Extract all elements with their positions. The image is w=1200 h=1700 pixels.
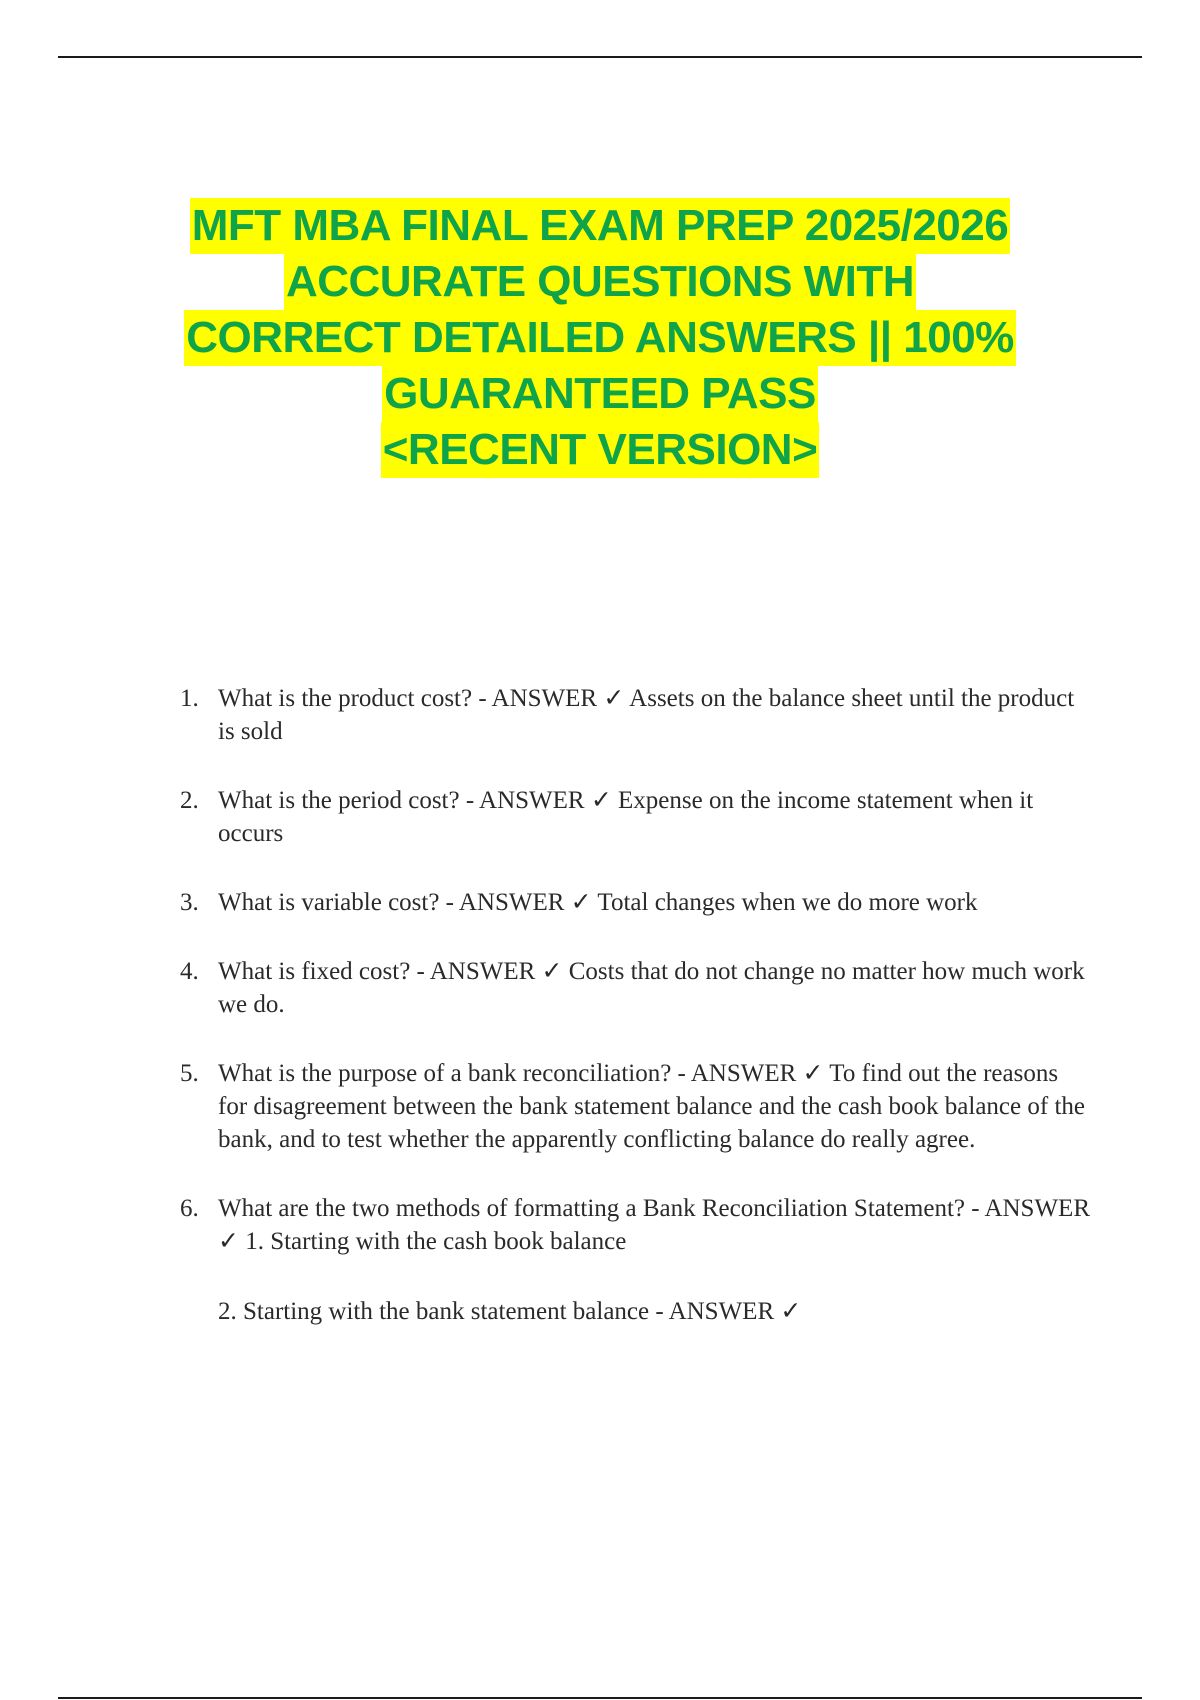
question-text: What is the purpose of a bank reconciliation? - ANSWER ✓ To find out the reasons for disagreement between the bank statement balance and the cash book balance of the bank, and to test whether the apparently conflicting balance do really agree.	[218, 1060, 1085, 1153]
list-item	[180, 682, 1090, 748]
title-line-4: GUARANTEED PASS	[382, 366, 818, 422]
question-number: 1.	[180, 685, 199, 712]
question-number: 4.	[180, 958, 199, 985]
question-number: 3.	[180, 889, 199, 916]
bottom-rule	[58, 1697, 1142, 1699]
question-number: 5.	[180, 1060, 199, 1087]
question-text: What is the product cost? - ANSWER ✓ Assets on the balance sheet until the product is sold	[218, 685, 1075, 745]
question-text: What is the period cost? - ANSWER ✓ Expense on the income statement when it occurs	[218, 787, 1034, 847]
list-item	[180, 955, 1090, 1021]
question-number: 2.	[180, 787, 199, 814]
list-item	[180, 1192, 1090, 1328]
question-text: What are the two methods of formatting a Bank Reconciliation Statement? - ANSWER ✓ 1. Starting with the cash book balance	[218, 1195, 1090, 1255]
answer-continuation: 2. Starting with the bank statement balance - ANSWER ✓	[218, 1298, 802, 1325]
title-line-2: ACCURATE QUESTIONS WITH	[284, 254, 916, 310]
list-item	[180, 886, 1090, 919]
list-item	[180, 784, 1090, 850]
question-number: 6.	[180, 1195, 199, 1222]
question-text: What is variable cost? - ANSWER ✓ Total changes when we do more work	[218, 889, 978, 916]
question-list	[180, 682, 1090, 1364]
question-text: What is fixed cost? - ANSWER ✓ Costs that do not change no matter how much work we do.	[218, 958, 1085, 1018]
document-title	[0, 198, 1200, 478]
top-rule	[58, 56, 1142, 58]
title-line-1: MFT MBA FINAL EXAM PREP 2025/2026	[190, 198, 1010, 254]
title-line-3: CORRECT DETAILED ANSWERS || 100%	[184, 310, 1016, 366]
list-item	[180, 1057, 1090, 1156]
title-line-5: <RECENT VERSION>	[381, 422, 820, 478]
